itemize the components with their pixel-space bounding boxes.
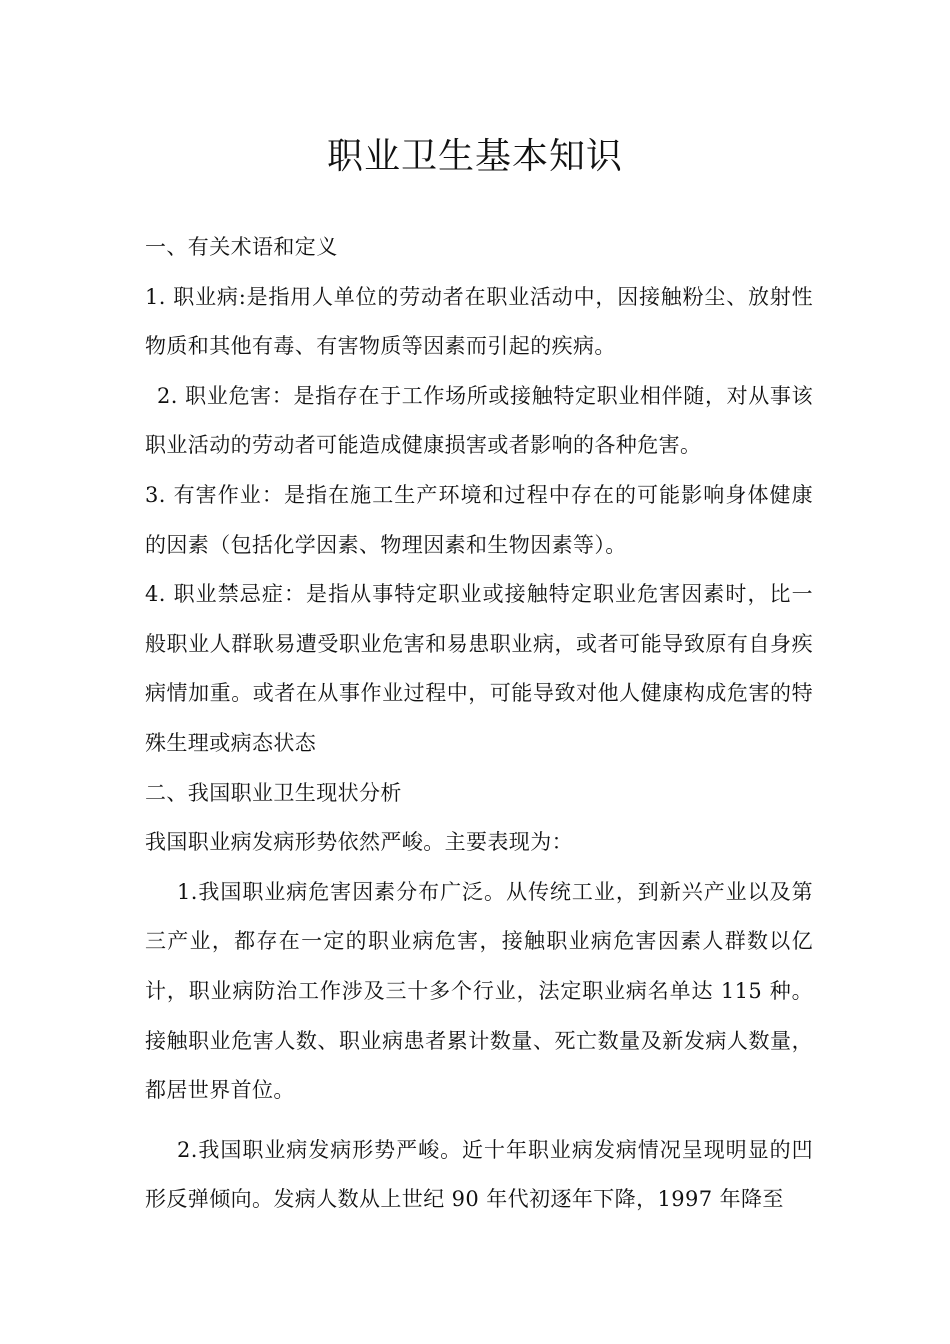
definition-hazardous-work: 3. 有害作业：是指在施工生产环境和过程中存在的可能影响身体健康的因素（包括化学因素、物理因素和生物因素等）。 [145, 482, 813, 557]
section-heading-terms: 一、有关术语和定义 [145, 235, 338, 259]
section-heading-status: 二、我国职业卫生现状分析 [145, 780, 402, 805]
definition-occupational-hazard: 2. 职业危害：是指存在于工作场所或接触特定职业相伴随，对从事该职业活动的劳动者可能造成健康损害或者影响的各种危害。 [145, 383, 813, 458]
definition-contraindication: 4. 职业禁忌症：是指从事特定职业或接触特定职业危害因素时，比一般职业人群耿易遭受职业危害和易患职业病，或者可能导致原有自身疾病情加重。或者在从事作业过程中，可能导致对他人健康构成危害的特殊生理或病态状态 [145, 582, 813, 755]
status-point-2: 2.我国职业病发病形势严峻。近十年职业病发病情况呈现明显的凹形反弹倾向。发病人数从上世纪 90 年代初逐年下降，1997 年降至 [145, 1137, 813, 1212]
status-point-1: 1.我国职业病危害因素分布广泛。从传统工业，到新兴产业以及第三产业，都存在一定的职业病危害，接触职业病危害因素人群数以亿计，职业病防治工作涉及三十多个行业，法定职业病名单达 115 种。接触职业危害人数、职业病患者累计数量、死亡数量及新发病人数量，都居世界首位。 [145, 879, 813, 1103]
document-title: 职业卫生基本知识 [326, 136, 623, 177]
document-body [145, 223, 813, 1225]
status-intro: 我国职业病发病形势依然严峻。主要表现为： [145, 830, 573, 855]
definition-occupational-disease: 1. 职业病:是指用人单位的劳动者在职业活动中，因接触粉尘、放射性物质和其他有毒、有害物质等因素而引起的疾病。 [145, 284, 813, 359]
